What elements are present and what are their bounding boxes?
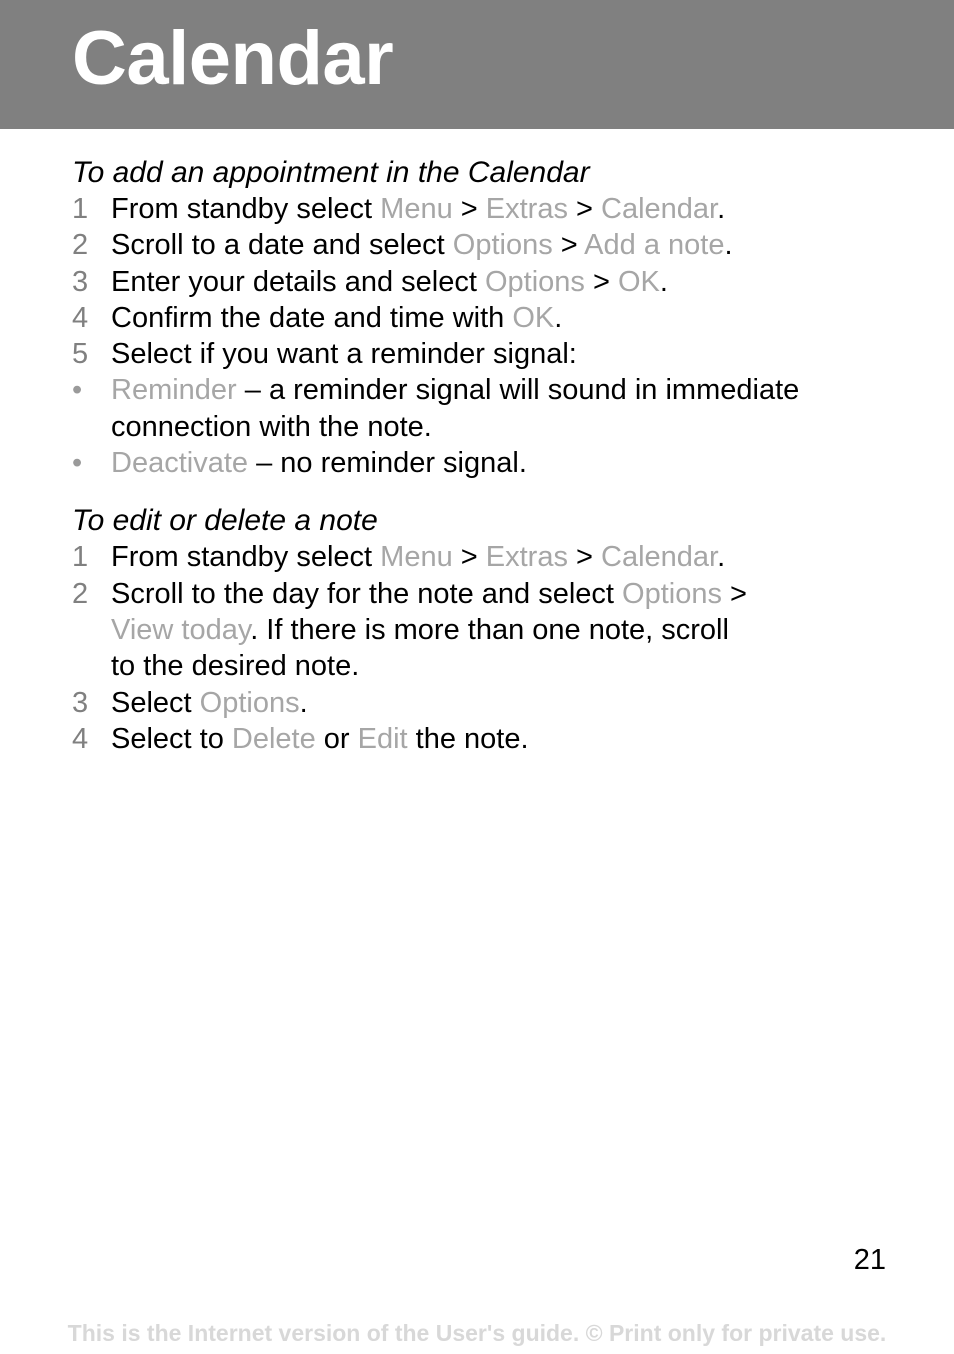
instruction-section [72, 503, 892, 757]
menu-path-label: Edit [357, 722, 408, 755]
page-title: Calendar [72, 16, 394, 101]
step-number: 5 [72, 338, 89, 371]
text-fragment: . [717, 541, 726, 574]
text-fragment: > [452, 541, 486, 574]
text-fragment: Enter your details and select [111, 265, 485, 298]
step-number: 1 [72, 541, 89, 574]
text-fragment: – no reminder signal. [248, 447, 527, 480]
step-item [72, 721, 892, 757]
step-text [111, 300, 892, 336]
menu-path-label: Options [622, 577, 722, 610]
step-text [111, 336, 892, 372]
text-fragment: . [554, 301, 563, 334]
text-fragment: > [584, 265, 618, 298]
text-fragment: Confirm the date and time with [111, 301, 513, 334]
menu-path-label: OK [618, 265, 660, 298]
step-text [111, 191, 892, 227]
instruction-section [72, 155, 892, 481]
text-fragment: Select [111, 686, 200, 719]
menu-path-label: OK [512, 301, 555, 334]
step-number: 4 [72, 722, 89, 755]
menu-path-label: Menu [380, 193, 453, 225]
step-text [111, 685, 892, 721]
text-fragment: > [567, 541, 602, 574]
step-text [111, 445, 892, 481]
step-item [72, 685, 892, 721]
step-item [72, 191, 892, 227]
step-number: 4 [72, 301, 89, 334]
step-text [111, 264, 892, 300]
text-fragment: the note. [407, 722, 529, 755]
text-fragment: Select to [111, 722, 232, 755]
menu-path-label: Calendar [601, 541, 718, 574]
menu-path-label: Extras [485, 193, 568, 225]
page-number: 21 [853, 1244, 886, 1276]
text-fragment: Select if you want a reminder signal: [111, 338, 577, 371]
text-fragment: > [452, 193, 486, 225]
menu-path-label: Options [484, 265, 585, 298]
step-text [111, 576, 892, 685]
step-item [72, 300, 892, 336]
step-number: 3 [72, 686, 89, 719]
text-fragment: . [717, 193, 726, 225]
text-fragment: or [315, 722, 358, 755]
section-title: To add an appointment in the Calendar [72, 156, 590, 189]
menu-path-label: Menu [380, 541, 453, 574]
bullet-marker: • [72, 374, 83, 407]
bullet-item [72, 445, 892, 481]
step-item [72, 227, 892, 263]
menu-path-label: View today [111, 613, 251, 646]
page-header [0, 0, 954, 129]
menu-path-label: Extras [485, 541, 568, 574]
step-text [111, 721, 892, 757]
step-item [72, 576, 892, 685]
step-text [111, 227, 892, 263]
text-fragment: Scroll to a date and select [111, 229, 453, 262]
menu-path-label: Reminder [111, 374, 237, 407]
footer-notice: This is the Internet version of the User's guide. © Print only for private use. [67, 1320, 887, 1346]
menu-path-label: Options [199, 686, 300, 719]
menu-path-label: Calendar [601, 193, 718, 225]
menu-path-label: Options [452, 229, 553, 262]
step-number: 2 [72, 229, 89, 262]
menu-path-label: Delete [231, 722, 316, 755]
text-fragment: . If there is more than one note, scroll to the desired note. [111, 613, 729, 683]
bullet-marker: • [72, 447, 83, 480]
text-fragment: From standby select [111, 193, 381, 225]
text-fragment: > [567, 193, 602, 225]
step-item [72, 264, 892, 300]
text-fragment: . [724, 229, 733, 262]
step-item [72, 336, 892, 372]
step-text [111, 372, 892, 445]
text-fragment: – a reminder signal will sound in immediate connection with the note. [111, 374, 808, 443]
section-title: To edit or delete a note [72, 504, 378, 538]
text-fragment: . [659, 265, 668, 298]
step-number: 1 [72, 193, 89, 225]
instructions [72, 155, 892, 757]
text-fragment: Scroll to the day for the note and select [111, 577, 623, 610]
bullet-item [72, 372, 892, 445]
menu-path-label: Add a note [584, 229, 725, 262]
text-fragment: From standby select [111, 541, 381, 574]
step-number: 3 [72, 265, 89, 298]
text-fragment: . [299, 686, 308, 719]
step-number: 2 [72, 577, 89, 610]
text-fragment: > [552, 229, 585, 262]
text-fragment: > [730, 577, 747, 610]
menu-path-label: Deactivate [111, 447, 249, 480]
step-item [72, 539, 892, 575]
step-text [111, 539, 892, 575]
